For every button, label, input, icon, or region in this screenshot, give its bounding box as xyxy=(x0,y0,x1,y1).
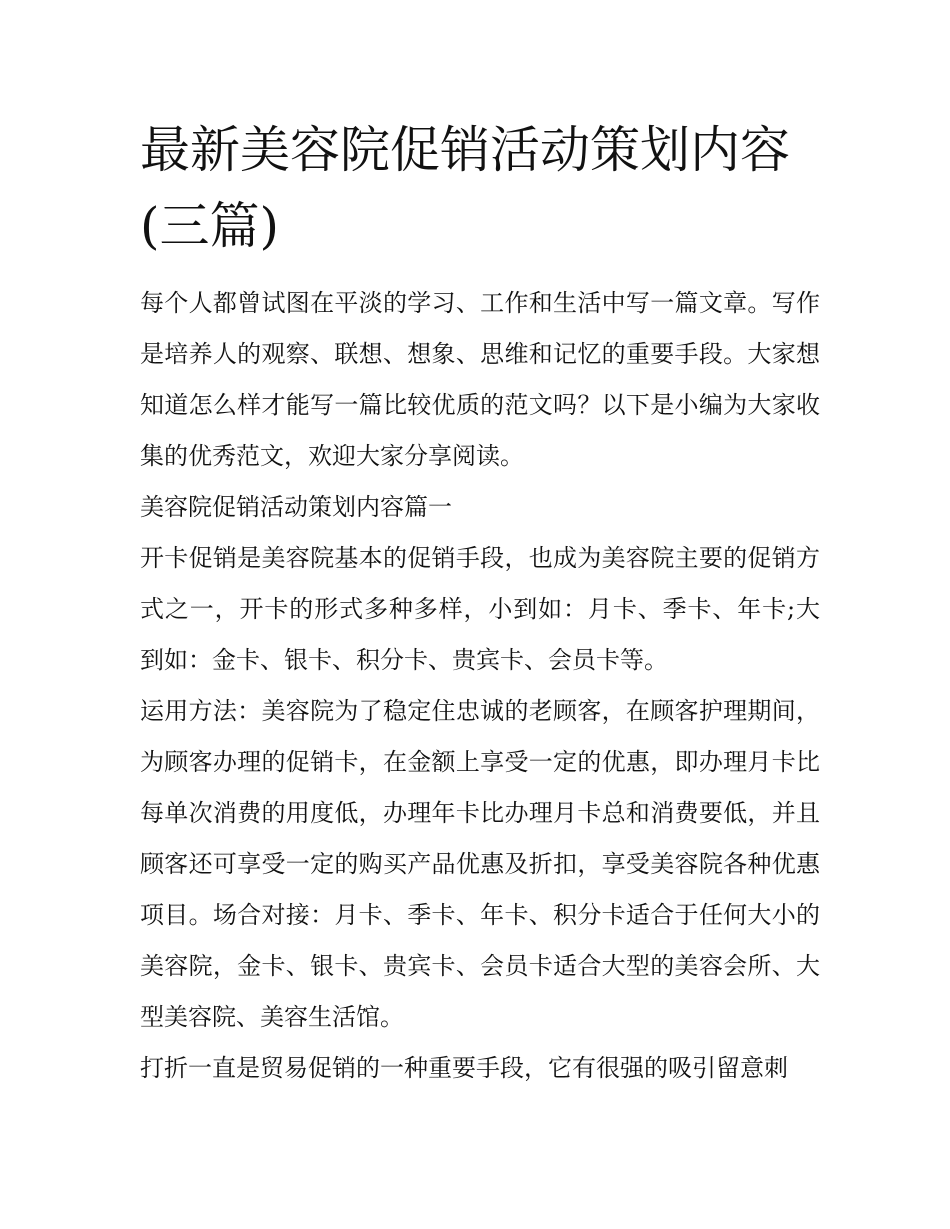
body-paragraph: 打折一直是贸易促销的一种重要手段，它有很强的吸引留意刺 xyxy=(140,1054,788,1082)
body-paragraph: 开卡促销是美容院基本的促销手段，也成为美容院主要的促销方式之一，开卡的形式多种多样，小到如：月卡、季卡、年卡;大到如：金卡、银卡、积分卡、贵宾卡、会员卡等。 xyxy=(140,544,820,674)
intro-paragraph: 每个人都曾试图在平淡的学习、工作和生活中写一篇文章。写作是培养人的观察、联想、想象、思维和记忆的重要手段。大家想知道怎么样才能写一篇比较优质的范文吗？以下是小编为大家收集的优秀范文，欢迎大家分享阅读。 xyxy=(140,289,820,470)
document-page xyxy=(140,112,820,1094)
document-title: 最新美容院促销活动策划内容(三篇) xyxy=(140,121,790,255)
section-heading: 美容院促销活动策划内容篇一 xyxy=(140,493,452,521)
body-paragraph: 运用方法：美容院为了稳定住忠诚的老顾客，在顾客护理期间，为顾客办理的促销卡，在金额上享受一定的优惠，即办理月卡比每单次消费的用度低，办理年卡比办理月卡总和消费要低，并且顾客还可享受一定的购买产品优惠及折扣，享受美容院各种优惠项目。场合对接：月卡、季卡、年卡、积分卡适合于任何大小的美容院，金卡、银卡、贵宾卡、会员卡适合大型的美容会所、大型美容院、美容生活馆。 xyxy=(140,697,820,1031)
